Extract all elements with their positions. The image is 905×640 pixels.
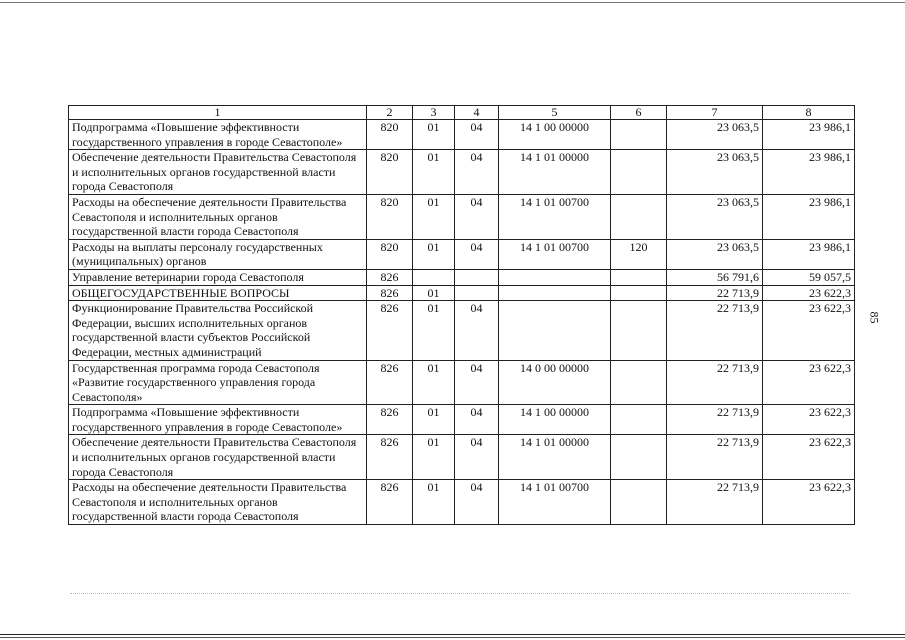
table-row — [69, 285, 855, 301]
row-name: ОБЩЕГОСУДАРСТВЕННЫЕ ВОПРОСЫ — [69, 285, 367, 301]
table-row — [69, 120, 855, 150]
table-row — [69, 405, 855, 435]
header-row — [69, 106, 855, 120]
row-ved-code: 826 — [367, 285, 413, 301]
row-amount-1: 22 713,9 — [667, 435, 763, 480]
table-row — [69, 480, 855, 525]
scan-edge-top — [0, 2, 905, 3]
row-subsection-code: 04 — [455, 120, 499, 150]
row-ved-code: 826 — [367, 480, 413, 525]
row-ved-code: 826 — [367, 269, 413, 285]
row-amount-2: 23 622,3 — [763, 435, 855, 480]
row-section-code — [413, 269, 455, 285]
row-ved-code: 826 — [367, 435, 413, 480]
row-amount-2: 59 057,5 — [763, 269, 855, 285]
row-name: Управление ветеринарии города Севастополя — [69, 269, 367, 285]
row-target-code: 14 1 01 00700 — [499, 239, 611, 269]
header-cell: 5 — [499, 106, 611, 120]
table-row — [69, 269, 855, 285]
row-expense-type — [611, 269, 667, 285]
row-amount-2: 23 622,3 — [763, 360, 855, 405]
row-subsection-code — [455, 285, 499, 301]
row-target-code: 14 1 01 00700 — [499, 480, 611, 525]
table-row — [69, 301, 855, 360]
row-section-code: 01 — [413, 150, 455, 195]
row-name: Государственная программа города Севастополя «Развитие государственного управления города Севастополя» — [69, 360, 367, 405]
row-ved-code: 826 — [367, 301, 413, 360]
row-subsection-code: 04 — [455, 301, 499, 360]
row-expense-type — [611, 480, 667, 525]
row-section-code: 01 — [413, 239, 455, 269]
header-cell: 7 — [667, 106, 763, 120]
row-section-code: 01 — [413, 301, 455, 360]
row-subsection-code: 04 — [455, 480, 499, 525]
row-subsection-code — [455, 269, 499, 285]
table-row — [69, 360, 855, 405]
row-expense-type — [611, 120, 667, 150]
row-expense-type — [611, 435, 667, 480]
row-amount-2: 23 986,1 — [763, 239, 855, 269]
row-ved-code: 820 — [367, 239, 413, 269]
row-amount-2: 23 986,1 — [763, 150, 855, 195]
row-target-code: 14 1 00 00000 — [499, 120, 611, 150]
row-section-code: 01 — [413, 360, 455, 405]
budget-table — [68, 105, 855, 525]
row-amount-1: 22 713,9 — [667, 405, 763, 435]
row-section-code: 01 — [413, 120, 455, 150]
row-target-code: 14 1 00 00000 — [499, 405, 611, 435]
row-target-code — [499, 269, 611, 285]
header-cell: 6 — [611, 106, 667, 120]
row-ved-code: 820 — [367, 150, 413, 195]
row-amount-2: 23 622,3 — [763, 301, 855, 360]
row-amount-1: 23 063,5 — [667, 239, 763, 269]
header-cell: 1 — [69, 106, 367, 120]
row-target-code: 14 1 01 00000 — [499, 150, 611, 195]
row-target-code — [499, 301, 611, 360]
table-row — [69, 239, 855, 269]
row-name: Подпрограмма «Повышение эффективности государственного управления в городе Севастополе» — [69, 120, 367, 150]
header-cell: 4 — [455, 106, 499, 120]
row-expense-type — [611, 194, 667, 239]
row-amount-2: 23 622,3 — [763, 285, 855, 301]
row-ved-code: 820 — [367, 194, 413, 239]
row-amount-2: 23 986,1 — [763, 120, 855, 150]
row-section-code: 01 — [413, 435, 455, 480]
row-amount-1: 23 063,5 — [667, 150, 763, 195]
row-amount-2: 23 622,3 — [763, 405, 855, 435]
row-section-code: 01 — [413, 405, 455, 435]
row-subsection-code: 04 — [455, 150, 499, 195]
row-expense-type — [611, 150, 667, 195]
row-amount-2: 23 986,1 — [763, 194, 855, 239]
header-cell: 3 — [413, 106, 455, 120]
row-subsection-code: 04 — [455, 435, 499, 480]
row-target-code — [499, 285, 611, 301]
row-section-code: 01 — [413, 285, 455, 301]
row-name: Обеспечение деятельности Правительства Севастополя и исполнительных органов государственной власти города Севастополя — [69, 435, 367, 480]
row-amount-1: 22 713,9 — [667, 360, 763, 405]
row-ved-code: 820 — [367, 120, 413, 150]
row-amount-1: 23 063,5 — [667, 194, 763, 239]
row-subsection-code: 04 — [455, 194, 499, 239]
table-row — [69, 150, 855, 195]
table-row — [69, 435, 855, 480]
row-section-code: 01 — [413, 194, 455, 239]
row-expense-type — [611, 360, 667, 405]
scan-dotted-line — [70, 591, 850, 594]
row-ved-code: 826 — [367, 405, 413, 435]
row-name: Расходы на обеспечение деятельности Правительства Севастополя и исполнительных органов государственной власти города Севастополя — [69, 194, 367, 239]
row-target-code: 14 1 01 00700 — [499, 194, 611, 239]
row-name: Подпрограмма «Повышение эффективности государственного управления в городе Севастополе» — [69, 405, 367, 435]
row-name: Расходы на обеспечение деятельности Правительства Севастополя и исполнительных органов государственной власти города Севастополя — [69, 480, 367, 525]
row-amount-1: 22 713,9 — [667, 301, 763, 360]
page-number: 85 — [867, 311, 882, 324]
table-row — [69, 194, 855, 239]
row-amount-2: 23 622,3 — [763, 480, 855, 525]
row-name: Функционирование Правительства Российской Федерации, высших исполнительных органов государственной власти субъектов Российской Федерации, местных администраций — [69, 301, 367, 360]
header-cell: 2 — [367, 106, 413, 120]
row-ved-code: 826 — [367, 360, 413, 405]
row-expense-type: 120 — [611, 239, 667, 269]
row-subsection-code: 04 — [455, 405, 499, 435]
row-expense-type — [611, 285, 667, 301]
scan-edge-bottom-2 — [0, 637, 905, 638]
row-target-code: 14 0 00 00000 — [499, 360, 611, 405]
row-subsection-code: 04 — [455, 239, 499, 269]
row-section-code: 01 — [413, 480, 455, 525]
row-amount-1: 22 713,9 — [667, 480, 763, 525]
scan-edge-bottom — [0, 634, 905, 635]
row-amount-1: 56 791,6 — [667, 269, 763, 285]
table-body — [69, 120, 855, 525]
row-name: Обеспечение деятельности Правительства Севастополя и исполнительных органов государственной власти города Севастополя — [69, 150, 367, 195]
row-amount-1: 23 063,5 — [667, 120, 763, 150]
row-expense-type — [611, 301, 667, 360]
row-amount-1: 22 713,9 — [667, 285, 763, 301]
row-expense-type — [611, 405, 667, 435]
row-subsection-code: 04 — [455, 360, 499, 405]
row-name: Расходы на выплаты персоналу государственных (муниципальных) органов — [69, 239, 367, 269]
row-target-code: 14 1 01 00000 — [499, 435, 611, 480]
header-cell: 8 — [763, 106, 855, 120]
